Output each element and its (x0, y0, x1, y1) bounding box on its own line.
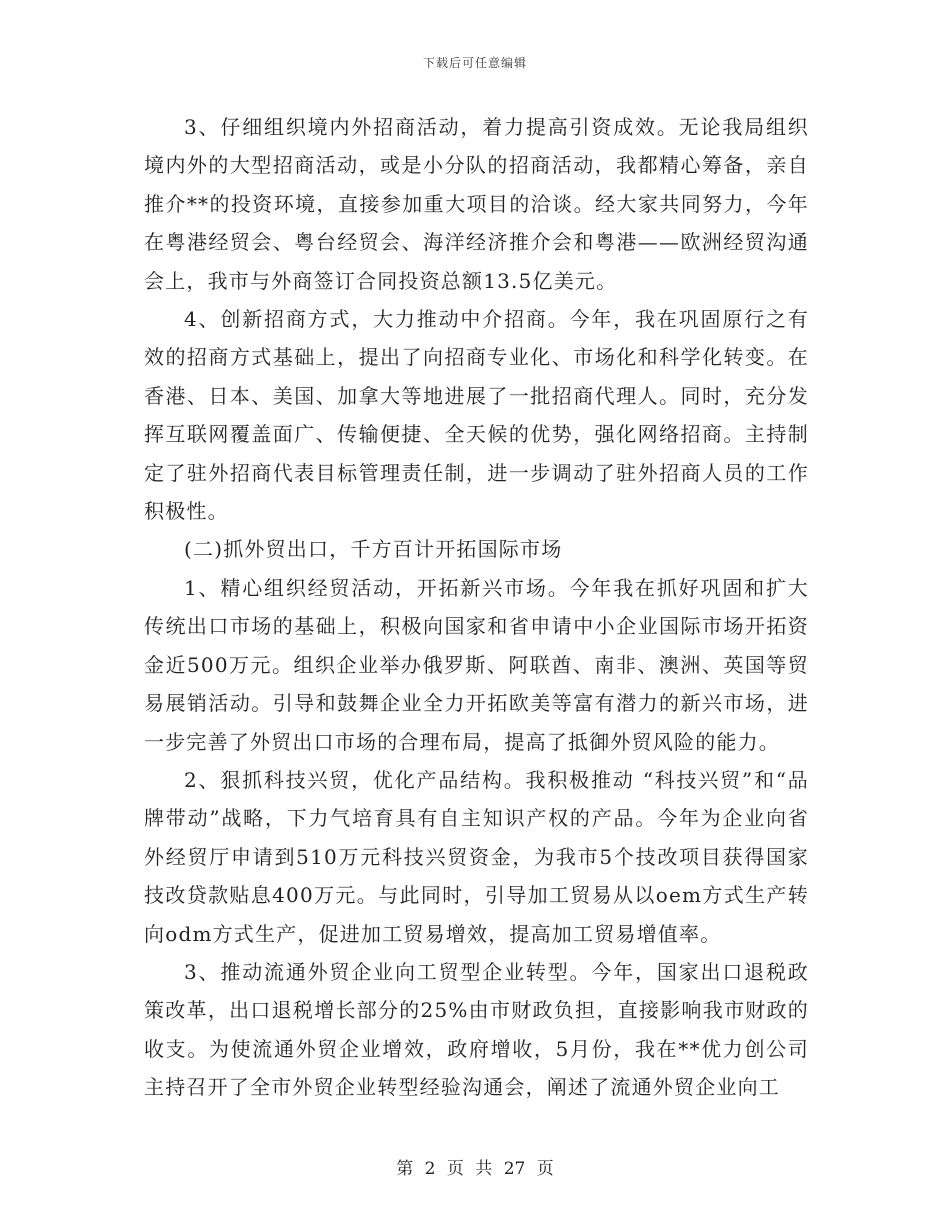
paragraph-tech-trade: 2、狠抓科技兴贸，优化产品结构。我积极推动 “科技兴贸”和“品牌带动”战略，下力气培育具有自主知识产权的产品。今年为企业向省外经贸厅申请到510万元科技兴贸资金，为我市5个技改项目获得国家技改贷款贴息400万元。与此同时，引导加工贸易从以oem方式生产转向odm方式生产，促进加工贸易增效，提高加工贸易增值率。 (144, 767, 809, 946)
paragraph-agency-investment: 4、创新招商方式，大力推动中介招商。今年，我在巩固原行之有效的招商方式基础上，提出了向招商专业化、市场化和科学化转变。在香港、日本、美国、加拿大等地进展了一批招商代理人。同时，充分发挥互联网覆盖面广、传输便捷、全天候的优势，强化网络招商。主持制定了驻外招商代表目标管理责任制，进一步调动了驻外招商人员的工作积极性。 (144, 307, 809, 524)
paragraph-trade-activities: 1、精心组织经贸活动，开拓新兴市场。今年我在抓好巩固和扩大传统出口市场的基础上，积极向国家和省申请中小企业国际市场开拓资金近500万元。组织企业举办俄罗斯、阿联酋、南非、澳洲、英国等贸易展销活动。引导和鼓舞企业全力开拓欧美等富有潜力的新兴市场，进一步完善了外贸出口市场的合理布局，提高了抵御外贸风险的能力。 (144, 575, 809, 754)
document-body (144, 108, 809, 1107)
paragraph-enterprise-transformation: 3、推动流通外贸企业向工贸型企业转型。今年，国家出口退税政策改革，出口退税增长部分的25%由市财政负担，直接影响我市财政的收支。为使流通外贸企业增效，政府增收，5月份，我在**优力创公司主持召开了全市外贸企业转型经验沟通会，阐述了流通外贸企业向工 (144, 959, 809, 1100)
paragraph-investment-activities: 3、仔细组织境内外招商活动，着力提高引资成效。无论我局组织境内外的大型招商活动，或是小分队的招商活动，我都精心筹备，亲自推介**的投资环境，直接参加重大项目的洽谈。经大家共同努力，今年在粤港经贸会、粤台经贸会、海洋经济推介会和粤港——欧洲经贸沟通会上，我市与外商签订合同投资总额13.5亿美元。 (144, 115, 809, 293)
section-heading-export: (二)抓外贸出口，千方百计开拓国际市场 (184, 537, 563, 562)
page-header: 下载后可任意编辑 (422, 56, 527, 70)
page-footer: 第 2 页 共 27 页 (396, 1159, 554, 1179)
